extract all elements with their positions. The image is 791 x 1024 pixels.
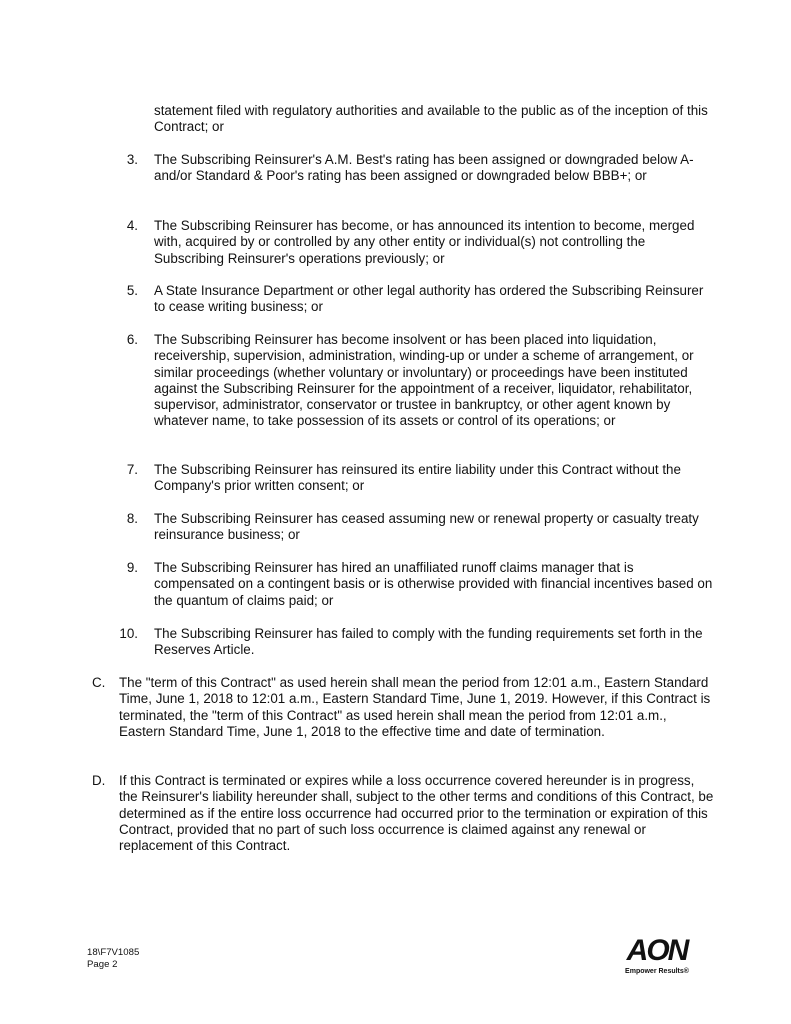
aon-logo bbox=[621, 928, 693, 978]
item-text: The Subscribing Reinsurer has reinsured its entire liability under this Contract without the Company's prior written consent; or bbox=[154, 462, 681, 494]
item-number: 10. bbox=[119, 626, 138, 641]
item-number: 5. bbox=[126, 283, 138, 298]
section-text: If this Contract is terminated or expires while a loss occurrence covered hereunder is in progress, the Reinsurer's liability hereunder shall, subject to the other terms and conditions of this Contract, be determined as if the entire loss occurrence had occurred prior to the termination or expiration of this Contract, provided that no part of such loss occurrence is claimed against any renewal or replacement of this Contract. bbox=[119, 773, 714, 854]
item-number: 3. bbox=[126, 152, 138, 167]
section-letter: C. bbox=[92, 675, 106, 690]
footer bbox=[87, 947, 139, 971]
item-number: 7. bbox=[126, 462, 138, 477]
item-text: The Subscribing Reinsurer's A.M. Best's rating has been assigned or downgraded below A- and/or Standard & Poor's rating has been assigned or downgraded below BBB+; or bbox=[154, 152, 694, 184]
logo-tagline: Empower Results® bbox=[625, 968, 689, 975]
item-text: A State Insurance Department or other legal authority has ordered the Subscribing Reinsurer to cease writing business; or bbox=[154, 283, 704, 315]
aon-logo-mark bbox=[621, 928, 693, 978]
logo-wordmark: AON bbox=[626, 934, 688, 967]
item-text: The Subscribing Reinsurer has ceased assuming new or renewal property or casualty treaty reinsurance business; or bbox=[154, 511, 699, 543]
item-number: 6. bbox=[126, 332, 138, 347]
section-text: The "term of this Contract" as used herein shall mean the period from 12:01 a.m., Eastern Standard Time, June 1, 2018 to 12:01 a.m., Eastern Standard Time, June 1, 2019. However, if this Contract is terminated, the "term of this Contract" as used herein shall mean the period from 12:01 a.m., Eastern Standard Time, June 1, 2018 to the effective time and date of termination. bbox=[119, 675, 711, 739]
item-text: The Subscribing Reinsurer has become insolvent or has been placed into liquidation, receivership, supervision, administration, winding-up or under a scheme of arrangement, or similar proceedings (whether voluntary or involuntary) or proceedings have been instituted against the Subscribing Reinsurer for the appointment of a receiver, liquidator, rehabilitator, supervisor, administrator, conservator or trustee in bankruptcy, or other agent known by whatever name, to take possession of its assets or control of its operations; or bbox=[154, 332, 694, 429]
item-number: 4. bbox=[126, 218, 138, 233]
continuation-paragraph: statement filed with regulatory authorities and available to the public as of the inception of this Contract; or bbox=[154, 103, 708, 135]
page-number: Page 2 bbox=[87, 959, 118, 970]
item-number: 8. bbox=[126, 511, 138, 526]
section-letter: D. bbox=[92, 773, 106, 788]
document-id: 18\F7V1085 bbox=[87, 947, 140, 958]
item-text: The Subscribing Reinsurer has become, or has announced its intention to become, merged with, acquired by or controlled by any other entity or individual(s) not controlling the Subscribing Reinsurer's operations previously; or bbox=[154, 218, 695, 266]
item-number: 9. bbox=[126, 560, 138, 575]
item-text: The Subscribing Reinsurer has hired an unaffiliated runoff claims manager that is compensated on a contingent basis or is otherwise provided with financial incentives based on the quantum of claims paid; or bbox=[154, 560, 713, 608]
item-text: The Subscribing Reinsurer has failed to comply with the funding requirements set forth in the Reserves Article. bbox=[154, 626, 703, 658]
